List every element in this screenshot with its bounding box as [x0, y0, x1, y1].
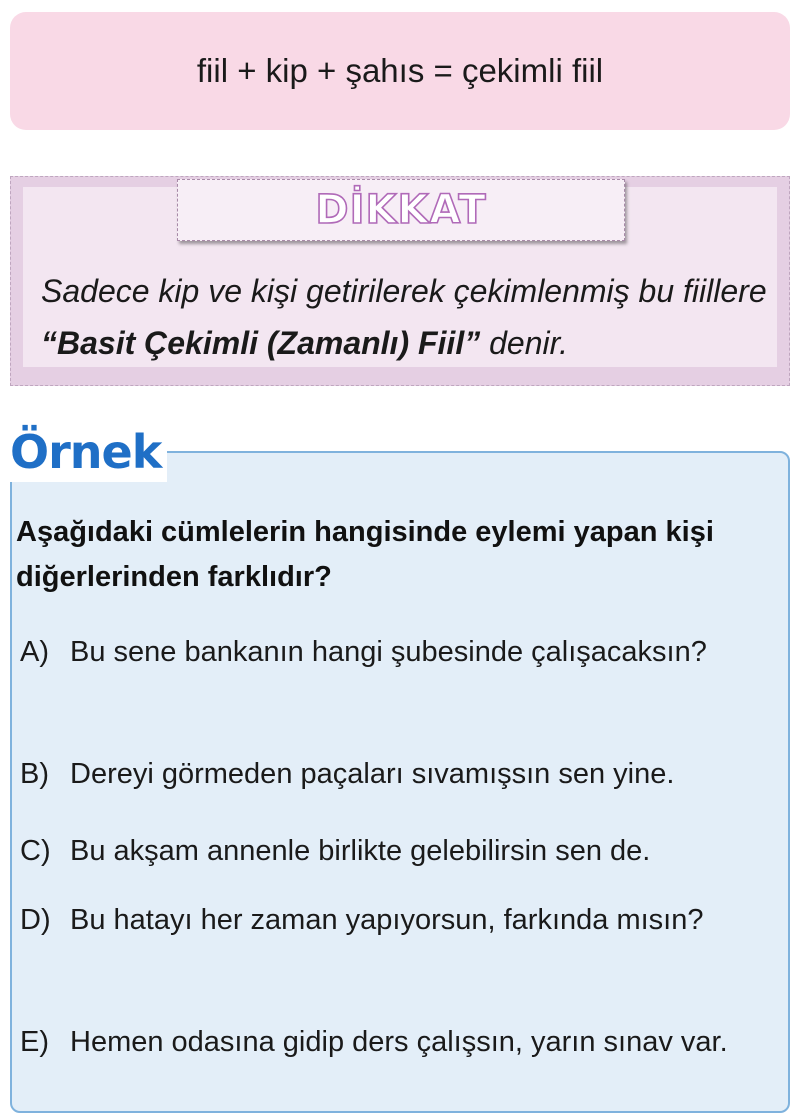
option-c[interactable] — [20, 829, 785, 874]
option-letter: D) — [20, 904, 51, 936]
option-d[interactable] — [20, 898, 785, 943]
option-text: Dereyi görmeden paçaları sıvamışsın sen yine. — [70, 758, 675, 790]
option-text: Bu hatayı her zaman yapıyorsun, farkında mısın? — [70, 904, 704, 936]
dikkat-text-end: denir. — [480, 325, 568, 361]
question-text: Aşağıdaki cümlelerin hangisinde eylemi yapan kişi diğerlerinden farklıdır? — [16, 516, 714, 593]
example-label: Örnek — [10, 422, 167, 482]
formula-text: fiil + kip + şahıs = çekimli fiil — [196, 52, 604, 89]
dikkat-title-tab — [177, 179, 625, 241]
option-text: Bu sene bankanın hangi şubesinde çalışacaksın? — [70, 636, 707, 668]
option-b[interactable] — [20, 752, 785, 797]
dikkat-panel — [10, 176, 790, 386]
option-a[interactable] — [20, 630, 785, 675]
formula-box — [10, 12, 790, 130]
option-text: Bu akşam annenle birlikte gelebilirsin sen de. — [70, 835, 651, 867]
dikkat-text-plain: Sadece kip ve kişi getirilerek çekimlenmiş bu fiillere — [41, 273, 767, 309]
option-letter: C) — [20, 835, 51, 867]
option-text: Hemen odasına gidip ders çalışsın, yarın sınav var. — [70, 1026, 728, 1058]
dikkat-text — [41, 265, 781, 369]
dikkat-title: DİKKAT — [315, 187, 487, 233]
option-letter: E) — [20, 1026, 49, 1058]
dikkat-text-bold: “Basit Çekimli (Zamanlı) Fiil” — [41, 325, 481, 361]
option-e[interactable] — [20, 1020, 785, 1065]
option-letter: A) — [20, 636, 49, 668]
option-letter: B) — [20, 758, 49, 790]
